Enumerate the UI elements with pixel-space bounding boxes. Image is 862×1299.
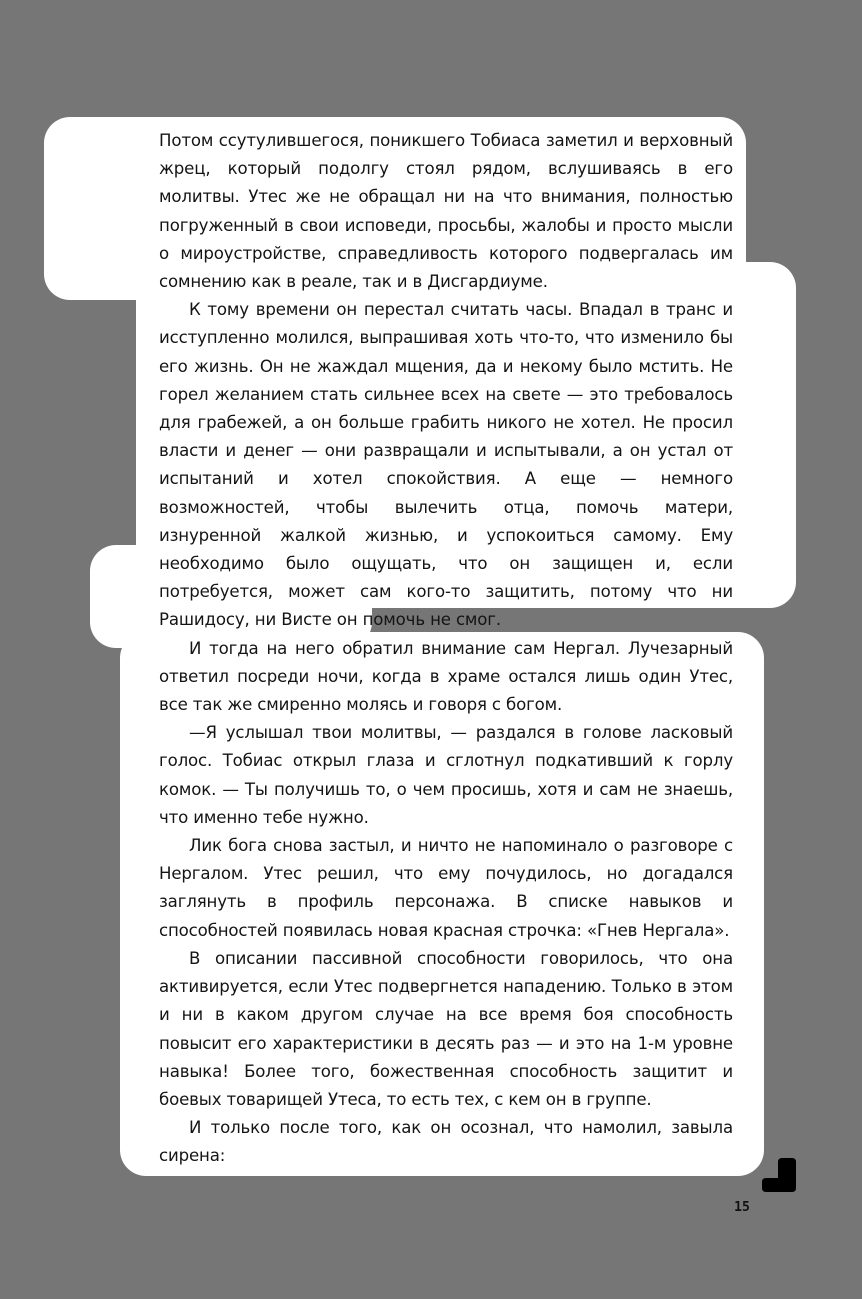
paragraph: Потом ссутулившегося, поникшего Тобиаса заметил и верховный жрец, который подолгу стоял рядом, вслушиваясь в его молитвы. Утес же не обращал ни на что внимания, полностью погруженный в свои исповеди, просьбы, жалобы и просто мысли о мироустройстве, справедливость которого подвергалась им сомнению как в реале, так и в Дисгардиуме. <box>159 131 733 292</box>
corner-mark-icon <box>760 1158 796 1192</box>
paragraph: Лик бога снова застыл, и ничто не напоминало о разговоре с Нергалом. Утес решил, что ему почудилось, но догадался заглянуть в профиль персонажа. В списке навыков и способностей появилась новая красная строчка: «Гнев Нергала». <box>159 836 733 940</box>
page-body-text <box>159 127 733 1171</box>
paragraph: И тогда на него обратил внимание сам Нергал. Лучезарный ответил посреди ночи, когда в храме остался лишь один Утес, все так же смиренно молясь и говоря с богом. <box>159 638 733 715</box>
paragraph: В описании пассивной способности говорилось, что она активируется, если Утес подвергнется нападению. Только в этом и ни в каком другом случае на все время боя способность повысит его характеристики в десять раз — и это на 1-м уровне навыка! Более того, божественная способность защитит и боевых товарищей Утеса, то есть тех, с кем он в группе. <box>159 948 733 1109</box>
paragraph: К тому времени он перестал считать часы. Впадал в транс и исступленно молился, выпрашивая хоть что-то, что изменило бы его жизнь. Он не жаждал мщения, да и некому было мстить. Не горел желанием стать сильнее всех на свете — это требовалось для грабежей, а он больше грабить никого не хотел. Не просил власти и денег — они развращали и испытывали, а он устал от испытаний и хотел спокойствия. А еще — немного возможностей, чтобы вылечить отца, помочь матери, изнуренной жалкой жизнью, и успокоиться самому. Ему необходимо было ощущать, что он защищен и, если потребуется, может сам кого-то защитить, потому что ни Рашидосу, ни Висте он помочь не смог. <box>159 300 733 630</box>
page-number: 15 <box>734 1200 750 1215</box>
paragraph: И только после того, как он осознал, что намолил, завыла сирена: <box>159 1118 733 1166</box>
paragraph: —Я услышал твои молитвы, — раздался в голове ласковый голос. Тобиас открыл глаза и сглотнул подкативший к горлу комок. — Ты получишь то, о чем просишь, хотя и сам не знаешь, что именно тебе нужно. <box>159 723 733 827</box>
